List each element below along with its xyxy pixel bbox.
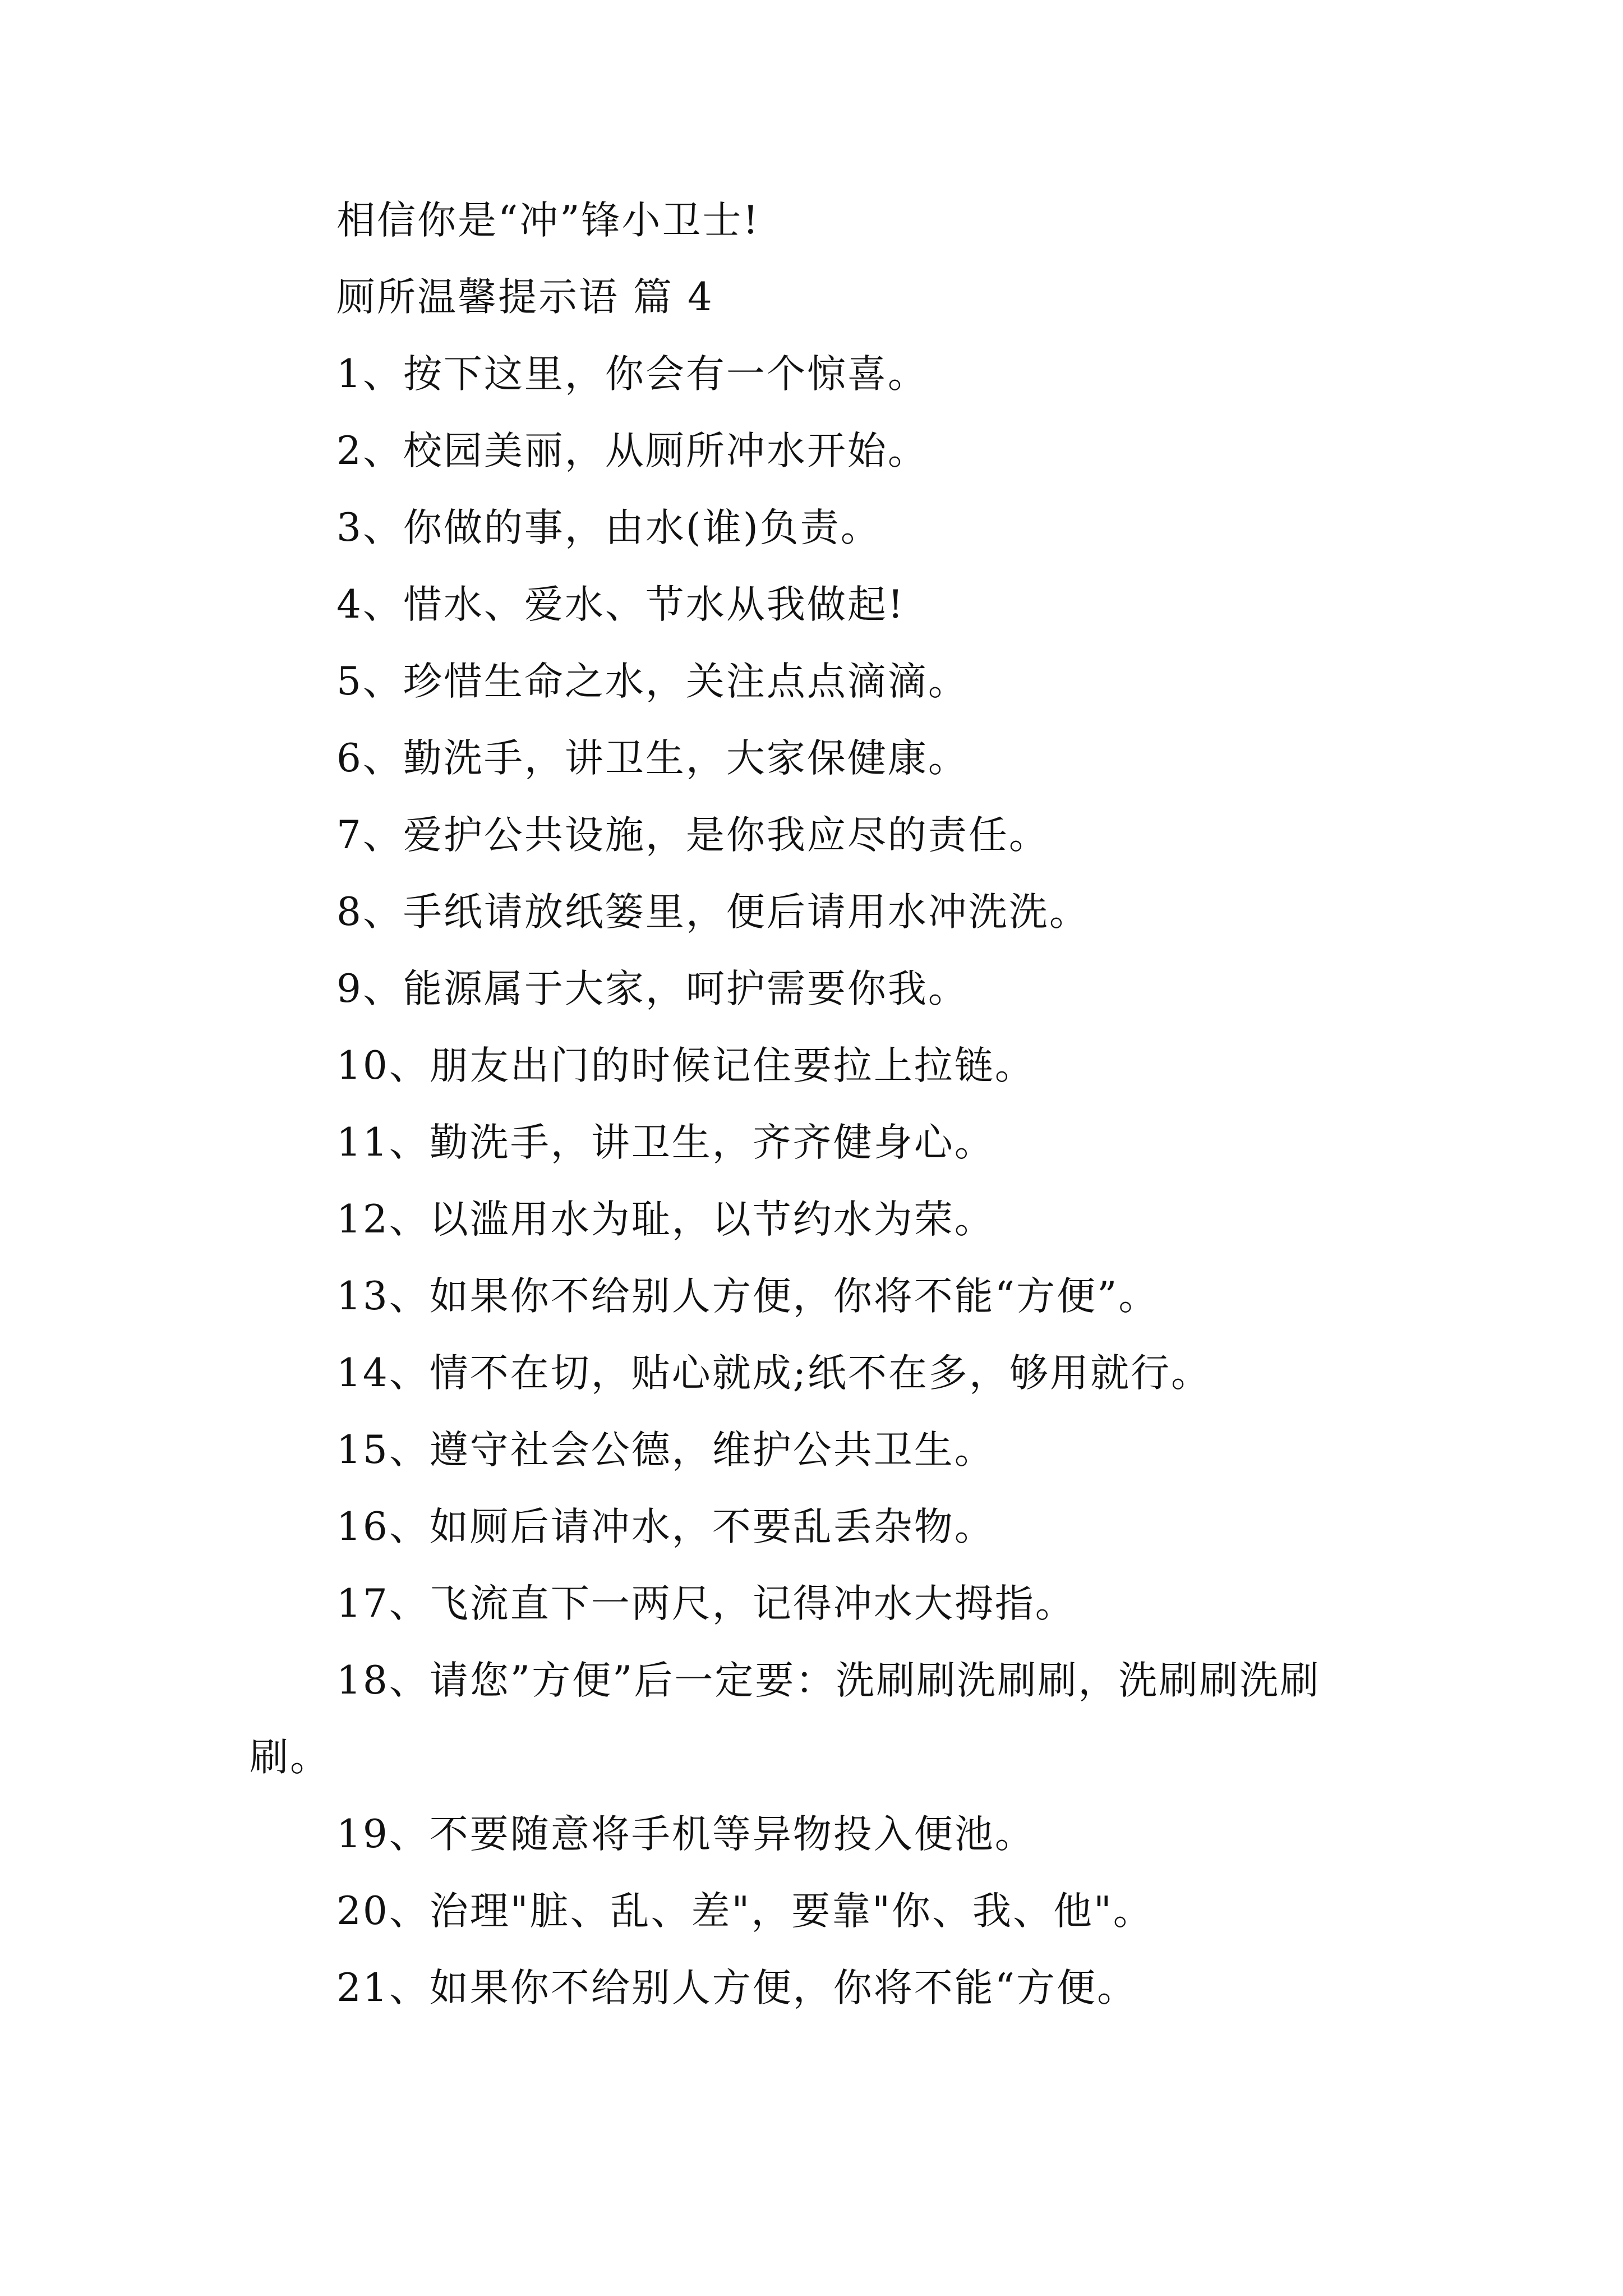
text-line-3: 1、按下这里，你会有一个惊喜。 xyxy=(336,352,928,397)
text-line-7: 5、珍惜生命之水，关注点点滴滴。 xyxy=(336,659,969,704)
text-line-23: 21、如果你不给别人方便，你将不能“方便。 xyxy=(336,1966,1138,2010)
text-line-13: 11、勤洗手，讲卫生，齐齐健身心。 xyxy=(336,1120,995,1165)
text-line-10: 8、手纸请放纸篓里，便后请用水冲洗洗。 xyxy=(336,890,1090,935)
text-line-9: 7、爱护公共设施，是你我应尽的责任。 xyxy=(336,813,1049,858)
text-line-14: 12、以滥用水为耻，以节约水为荣。 xyxy=(336,1197,995,1242)
text-line-8: 6、勤洗手，讲卫生，大家保健康。 xyxy=(336,736,969,781)
text-line-22: 20、治理"脏、乱、差"，要靠"你、我、他"。 xyxy=(336,1889,1154,1934)
text-line-15: 13、如果你不给别人方便，你将不能“方便”。 xyxy=(336,1274,1159,1319)
text-line-20: 18、请您”方便”后一定要：洗刷刷洗刷刷，洗刷刷洗刷刷。 xyxy=(250,1658,1321,1780)
section-heading: 厕所温馨提示语 篇 4 xyxy=(336,275,714,320)
text-line-6: 4、惜水、爱水、节水从我做起! xyxy=(336,582,905,627)
text-line-11: 9、能源属于大家，呵护需要你我。 xyxy=(336,967,969,1011)
text-line-4: 2、校园美丽，从厕所冲水开始。 xyxy=(336,429,928,473)
text-line-21: 19、不要随意将手机等异物投入便池。 xyxy=(336,1812,1035,1857)
text-line-16: 14、情不在切，贴心就成;纸不在多，够用就行。 xyxy=(336,1351,1212,1396)
document-body xyxy=(250,182,1382,2027)
text-line-17: 15、遵守社会公德，维护公共卫生。 xyxy=(336,1428,995,1473)
text-line-5: 3、你做的事，由水(谁)负责。 xyxy=(336,505,881,550)
text-line-1: 相信你是“冲”锋小卫士! xyxy=(336,198,760,243)
text-line-12: 10、朋友出门的时候记住要拉上拉链。 xyxy=(336,1043,1035,1088)
text-line-19: 17、飞流直下一两尺，记得冲水大拇指。 xyxy=(336,1581,1076,1626)
text-line-18: 16、如厕后请冲水，不要乱丢杂物。 xyxy=(336,1504,995,1549)
